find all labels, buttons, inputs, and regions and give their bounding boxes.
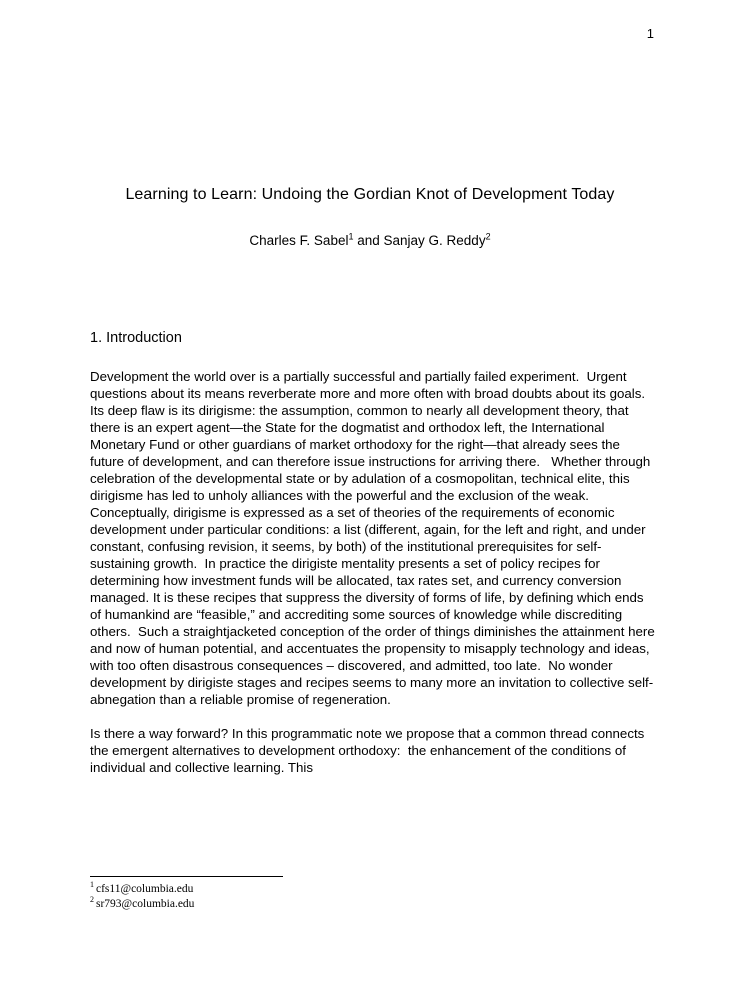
footnote-1 [90, 882, 657, 897]
paragraph-2: Is there a way forward? In this programmatic note we propose that a common thread connects the emergent alternatives to development orthodoxy: the enhancement of the conditions of individual and collective learning. This [90, 726, 649, 775]
author-footnote-marker-2: 2 [485, 231, 491, 242]
author-name-2: Sanjay G. Reddy [383, 233, 486, 248]
footnote-1-marker: 1 [90, 880, 94, 890]
footnotes-section [90, 876, 657, 912]
author-footnote-marker-1: 1 [348, 231, 354, 242]
page-number: 1 [646, 26, 654, 41]
paragraph-1: Development the world over is a partially successful and partially failed experiment. Urgent questions about its means reverberate more and more often with broad doubts about its goals. Its deep flaw is its dirigisme: the assumption, common to nearly all development theory, that there is an expert agent—the State for the dogmatist and orthodox left, the International Monetary Fund or other guardians of market orthodoxy for the right—that already sees the future of development, and can therefore issue instructions for arriving there. Whether through celebration of the developmental state or by adulation of a cosmopolitan, technical elite, this dirigisme has led to unholy alliances with the powerful and the exclusion of the weak. Conceptually, dirigisme is expressed as a set of theories of the requirements of economic development under particular conditions: a list (different, again, for the left and right, and under constant, confusing revision, it seems, by both) of the institutional prerequisites for self-sustaining growth. In practice the dirigiste mentality presents a set of policy recipes for determining how investment funds will be allocated, tax rates set, and currency conversion managed. It is these recipes that suppress the diversity of forms of life, by defining which ends of humankind are “feasible,” and accrediting some sources of knowledge while discrediting others. Such a straightjacketed conception of the order of things diminishes the attainment here and now of human potential, and accentuates the propensity to misapply technology and ideas, with too often disastrous consequences – discovered, and admitted, too late. No wonder development by dirigiste stages and recipes seems to many more an invitation to collective self-abnegation than a reliable promise of regeneration. [90, 369, 659, 707]
author-name-1: Charles F. Sabel [249, 233, 349, 248]
footnote-2-marker: 2 [90, 895, 94, 905]
footnote-2-text: sr793@columbia.edu [96, 898, 195, 910]
section-heading-introduction: 1. Introduction [90, 330, 182, 346]
body-text [90, 368, 657, 793]
footnote-1-text: cfs11@columbia.edu [96, 883, 194, 895]
paper-title: Learning to Learn: Undoing the Gordian Knot of Development Today [125, 186, 615, 203]
authors-line [0, 233, 740, 248]
authors-connector: and [353, 233, 384, 248]
footnote-separator-rule [90, 876, 283, 877]
footnote-2 [90, 897, 657, 912]
